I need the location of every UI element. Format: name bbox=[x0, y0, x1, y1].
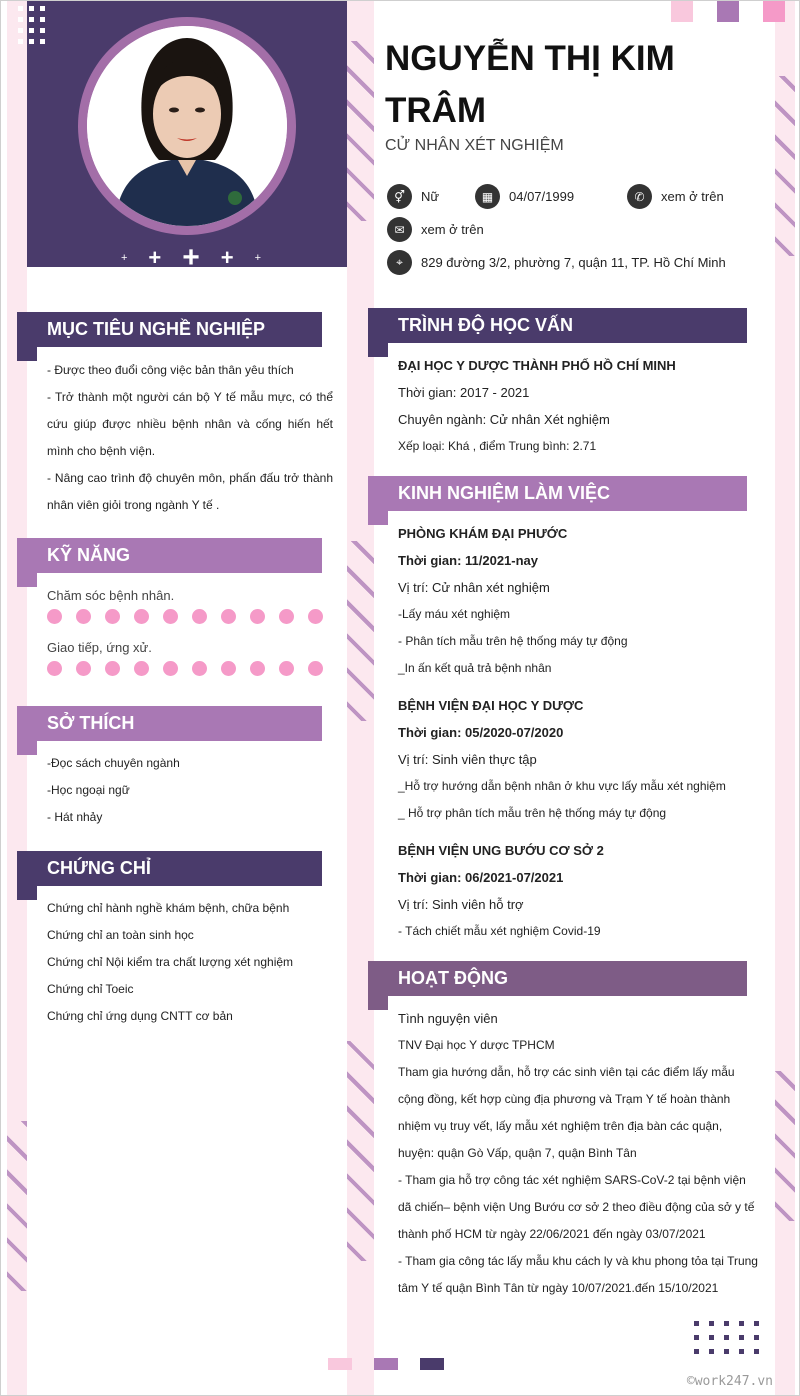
objective-line: - Trở thành một người cán bộ Y tế mẫu mực, có thể cứu giúp được nhiều bệnh nhân và cống hiến hết mình cho bệnh viện. bbox=[47, 390, 333, 458]
candidate-title: CỬ NHÂN XÉT NGHIỆM bbox=[385, 137, 564, 154]
hatch-decoration bbox=[775, 1071, 795, 1221]
phone-value: xem ở trên bbox=[661, 189, 724, 204]
rating-dot bbox=[163, 661, 178, 676]
section-certificates-header bbox=[17, 851, 322, 886]
email-value: xem ở trên bbox=[421, 222, 484, 237]
rating-dot bbox=[221, 661, 236, 676]
contact-birthday bbox=[475, 184, 574, 209]
deco-square bbox=[420, 1358, 444, 1370]
plus-decoration: + + + + + bbox=[121, 241, 261, 274]
dot-grid-decoration bbox=[18, 6, 45, 44]
job-task: _ Hỗ trợ phân tích mẫu trên hệ thống máy tự động bbox=[398, 806, 667, 820]
rating-dot bbox=[250, 609, 265, 624]
section-title: TRÌNH ĐỘ HỌC VẤN bbox=[398, 315, 573, 335]
education-period: Thời gian: 2017 - 2021 bbox=[398, 385, 530, 400]
hatch-decoration bbox=[347, 541, 374, 721]
section-skills-header bbox=[17, 538, 322, 573]
section-tab bbox=[17, 886, 37, 900]
skill-name: Chăm sóc bệnh nhân. bbox=[47, 588, 175, 603]
hobby-item: - Hát nhảy bbox=[47, 810, 103, 824]
skill-rating bbox=[47, 609, 323, 624]
education-grade: Xếp loại: Khá , điểm Trung bình: 2.71 bbox=[398, 439, 597, 453]
certificate-item: Chứng chỉ ứng dụng CNTT cơ bản bbox=[47, 1009, 233, 1023]
hobbies-list bbox=[47, 750, 180, 831]
section-experience-header bbox=[368, 476, 747, 511]
rating-dot bbox=[250, 661, 265, 676]
rating-dot bbox=[163, 609, 178, 624]
phone-icon: ✆ bbox=[627, 184, 652, 209]
job-position: Vị trí: Sinh viên hỗ trợ bbox=[398, 897, 524, 912]
job-org: PHÒNG KHÁM ĐẠI PHƯỚC bbox=[398, 526, 568, 541]
address-value: 829 đường 3/2, phường 7, quận 11, TP. Hồ Chí Minh bbox=[421, 255, 726, 270]
avatar bbox=[87, 26, 287, 226]
gender-icon: ⚥ bbox=[387, 184, 412, 209]
deco-square bbox=[717, 1, 739, 22]
section-title: KỸ NĂNG bbox=[47, 545, 131, 565]
activity-org: TNV Đại học Y dược TPHCM bbox=[398, 1038, 555, 1052]
hatch-decoration bbox=[347, 1041, 374, 1261]
section-title: HOẠT ĐỘNG bbox=[398, 968, 508, 988]
section-hobbies-header bbox=[17, 706, 322, 741]
objective-line: - Được theo đuổi công việc bản thân yêu thích bbox=[47, 363, 294, 377]
rating-dot bbox=[47, 661, 62, 676]
certificate-item: Chứng chỉ Nội kiểm tra chất lượng xét nghiệm bbox=[47, 955, 294, 969]
mail-icon: ✉ bbox=[387, 217, 412, 242]
contact-gender bbox=[387, 184, 439, 209]
rating-dot bbox=[279, 609, 294, 624]
rating-dot bbox=[76, 661, 91, 676]
section-title: CHỨNG CHỈ bbox=[47, 858, 151, 878]
job-period: Thời gian: 05/2020-07/2020 bbox=[398, 725, 564, 740]
contact-phone bbox=[627, 184, 724, 209]
contact-email bbox=[387, 217, 484, 242]
deco-square bbox=[671, 1, 693, 22]
job-position: Vị trí: Sinh viên thực tập bbox=[398, 752, 537, 767]
section-tab bbox=[368, 996, 388, 1010]
education-block bbox=[398, 352, 758, 460]
rating-dot bbox=[134, 661, 149, 676]
rating-dot bbox=[105, 661, 120, 676]
certificate-item: Chứng chỉ Toeic bbox=[47, 982, 134, 996]
activities-block bbox=[398, 1005, 760, 1302]
job-task: _In ấn kết quả trả bệnh nhân bbox=[398, 661, 552, 675]
section-tab bbox=[368, 511, 388, 525]
job-position: Vị trí: Cử nhân xét nghiệm bbox=[398, 580, 550, 595]
skill-name: Giao tiếp, ứng xử. bbox=[47, 640, 152, 655]
certificate-item: Chứng chỉ hành nghề khám bệnh, chữa bệnh bbox=[47, 901, 290, 915]
experience-job bbox=[398, 692, 768, 827]
activity-line: - Tham gia hỗ trợ công tác xét nghiệm SARS-CoV-2 tại bệnh viện dã chiến– bệnh viện Ung Bướu cơ sở 2 theo điều động của sở y tế thành phố HCM từ ngày 22/06/2021 đến ngày 03/07/2021 bbox=[398, 1173, 755, 1241]
location-icon: ⌖ bbox=[387, 250, 412, 275]
certificates-list bbox=[47, 895, 293, 1030]
hatch-decoration bbox=[347, 41, 374, 221]
rating-dot bbox=[221, 609, 236, 624]
job-task: _Hỗ trợ hướng dẫn bệnh nhân ở khu vực lấy mẫu xét nghiệm bbox=[398, 779, 726, 793]
section-tab bbox=[17, 347, 37, 361]
rating-dot bbox=[308, 609, 323, 624]
section-title: KINH NGHIỆM LÀM VIỆC bbox=[398, 483, 611, 503]
education-major: Chuyên ngành: Cử nhân Xét nghiệm bbox=[398, 412, 610, 427]
section-objective-header bbox=[17, 312, 322, 347]
section-tab bbox=[17, 573, 37, 587]
gender-value: Nữ bbox=[421, 189, 440, 204]
hobby-item: -Học ngoại ngữ bbox=[47, 783, 130, 797]
activity-line: - Tham gia công tác lấy mẫu khu cách ly và khu phong tỏa tại Trung tâm Y tế quận Bình Tân từ ngày 10/07/2021.đến 15/10/2021 bbox=[398, 1254, 758, 1295]
job-org: BỆNH VIỆN UNG BƯỚU CƠ SỞ 2 bbox=[398, 843, 604, 858]
objective-text bbox=[47, 357, 333, 519]
section-education-header bbox=[368, 308, 747, 343]
watermark: ©work247.vn bbox=[686, 1374, 773, 1389]
experience-job bbox=[398, 520, 768, 682]
job-period: Thời gian: 11/2021-nay bbox=[398, 553, 539, 568]
job-task: - Tách chiết mẫu xét nghiệm Covid-19 bbox=[398, 924, 601, 938]
job-task: - Phân tích mẫu trên hệ thống máy tự động bbox=[398, 634, 628, 648]
section-title: SỞ THÍCH bbox=[47, 713, 135, 733]
job-org: BỆNH VIỆN ĐẠI HỌC Y DƯỢC bbox=[398, 698, 584, 713]
hatch-decoration bbox=[775, 76, 795, 256]
job-task: -Lấy máu xét nghiệm bbox=[398, 607, 511, 621]
rating-dot bbox=[192, 609, 207, 624]
section-activities-header bbox=[368, 961, 747, 996]
experience-job bbox=[398, 837, 768, 945]
calendar-icon: ▦ bbox=[475, 184, 500, 209]
rating-dot bbox=[308, 661, 323, 676]
deco-square bbox=[374, 1358, 398, 1370]
school-name: ĐẠI HỌC Y DƯỢC THÀNH PHỐ HỒ CHÍ MINH bbox=[398, 358, 676, 373]
hobby-item: -Đọc sách chuyên ngành bbox=[47, 756, 180, 770]
candidate-name: NGUYỄN THỊ KIM TRÂM bbox=[385, 39, 675, 130]
rating-dot bbox=[279, 661, 294, 676]
section-title: MỤC TIÊU NGHỀ NGHIỆP bbox=[47, 319, 266, 339]
rating-dot bbox=[76, 609, 91, 624]
section-tab bbox=[17, 741, 37, 755]
skill-rating bbox=[47, 661, 323, 676]
deco-square bbox=[763, 1, 785, 22]
rating-dot bbox=[134, 609, 149, 624]
rating-dot bbox=[47, 609, 62, 624]
activity-line: Tham gia hướng dẫn, hỗ trợ các sinh viên tại các điểm lấy mẫu cộng đồng, kết hợp cùng địa phương và Trạm Y tế hoàn thành nhiệm vụ truy vết, lấy mẫu xét nghiệm trên địa bàn các quận, huyện: quận Gò Vấp, quận 7, quận Bình Tân bbox=[398, 1065, 735, 1160]
job-period: Thời gian: 06/2021-07/2021 bbox=[398, 870, 564, 885]
hatch-decoration bbox=[7, 1121, 27, 1291]
dot-grid-decoration bbox=[694, 1321, 759, 1354]
rating-dot bbox=[192, 661, 207, 676]
rating-dot bbox=[105, 609, 120, 624]
birthday-value: 04/07/1999 bbox=[509, 189, 575, 204]
contact-address bbox=[387, 250, 726, 275]
activity-heading: Tình nguyện viên bbox=[398, 1011, 498, 1026]
certificate-item: Chứng chỉ an toàn sinh học bbox=[47, 928, 194, 942]
deco-square bbox=[328, 1358, 352, 1370]
objective-line: - Nâng cao trình độ chuyên môn, phấn đấu trở thành nhân viên giỏi trong ngành Y tế . bbox=[47, 471, 333, 512]
section-tab bbox=[368, 343, 388, 357]
